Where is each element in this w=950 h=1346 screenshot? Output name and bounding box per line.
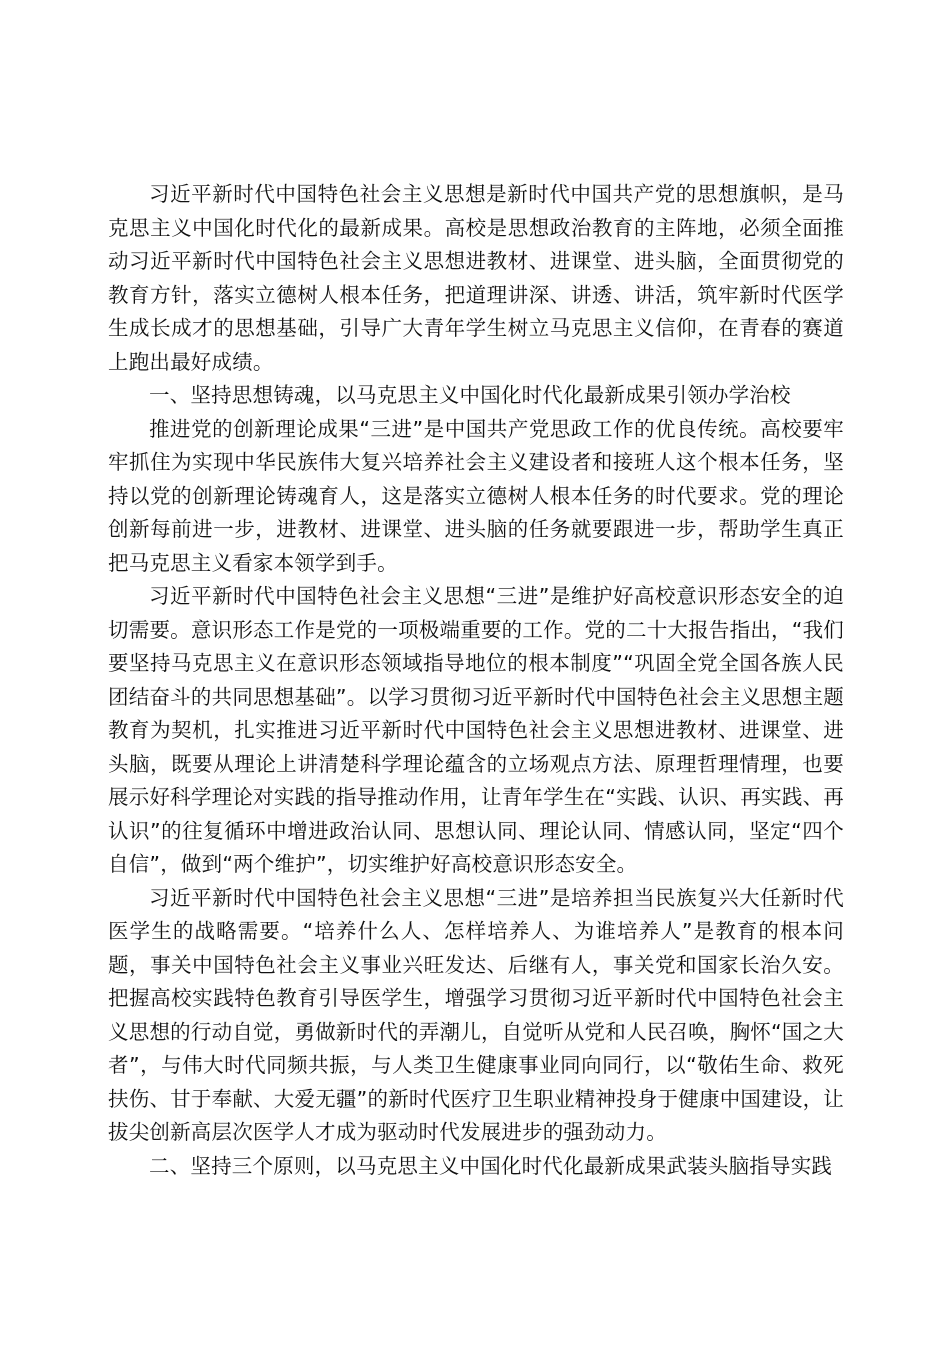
section-heading-2: 二、坚持三个原则，以马克思主义中国化时代化最新成果武装头脑指导实践 (149, 1153, 833, 1178)
paragraph-intro: 习近平新时代中国特色社会主义思想是新时代中国共产党的思想旗帜，是马克思主义中国化时代化的最新成果。高校是思想政治教育的主阵地，必须全面推动习近平新时代中国特色社会主义思想进教材、进课堂、进头脑，全面贯彻党的教育方针，落实立德树人根本任务，把道理讲深、讲透、讲活，筑牢新时代医学生成长成才的思想基础，引导广大青年学生树立马克思主义信仰，在青春的赛道上跑出最好成绩。 (108, 182, 844, 374)
section-heading-1: 一、坚持思想铸魂，以马克思主义中国化时代化最新成果引领办学治校 (149, 383, 791, 407)
paragraph-section1-tradition: 推进党的创新理论成果“三进”是中国共产党思政工作的优良传统。高校要牢牢抓住为实现中华民族伟大复兴培养社会主义建设者和接班人这个根本任务，坚持以党的创新理论铸魂育人，这是落实立德树人根本任务的时代要求。党的理论创新每前进一步，进教材、进课堂、进头脑的任务就要跟进一步，帮助学生真正把马克思主义看家本领学到手。 (108, 416, 844, 575)
document-body (108, 178, 844, 1183)
paragraph-section1-ideology-security: 习近平新时代中国特色社会主义思想“三进”是维护好高校意识形态安全的迫切需要。意识形态工作是党的一项极端重要的工作。党的二十大报告指出，“我们要坚持马克思主义在意识形态领域指导地位的根本制度”“巩固全党全国各族人民团结奋斗的共同思想基础”。以学习贯彻习近平新时代中国特色社会主义思想主题教育为契机，扎实推进习近平新时代中国特色社会主义思想进教材、进课堂、进头脑，既要从理论上讲清楚科学理论蕴含的立场观点方法、原理哲理情理，也要展示好科学理论对实践的指导推动作用，让青年学生在“实践、认识、再实践、再认识”的往复循环中增进政治认同、思想认同、理论认同、情感认同，坚定“四个自信”，做到“两个维护”，切实维护好高校意识形态安全。 (108, 584, 844, 876)
paragraph-section1-medical-students: 习近平新时代中国特色社会主义思想“三进”是培养担当民族复兴大任新时代医学生的战略需要。“培养什么人、怎样培养人、为谁培养人”是教育的根本问题，事关中国特色社会主义事业兴旺发达、后继有人，事关党和国家长治久安。把握高校实践特色教育引导医学生，增强学习贯彻习近平新时代中国特色社会主义思想的行动自觉，勇做新时代的弄潮儿，自觉听从党和人民召唤，胸怀“国之大者”，与伟大时代同频共振，与人类卫生健康事业同向同行，以“敬佑生命、救死扶伤、甘于奉献、大爱无疆”的新时代医疗卫生职业精神投身于健康中国建设，让拔尖创新高层次医学人才成为驱动时代发展进步的强劲动力。 (108, 885, 844, 1144)
